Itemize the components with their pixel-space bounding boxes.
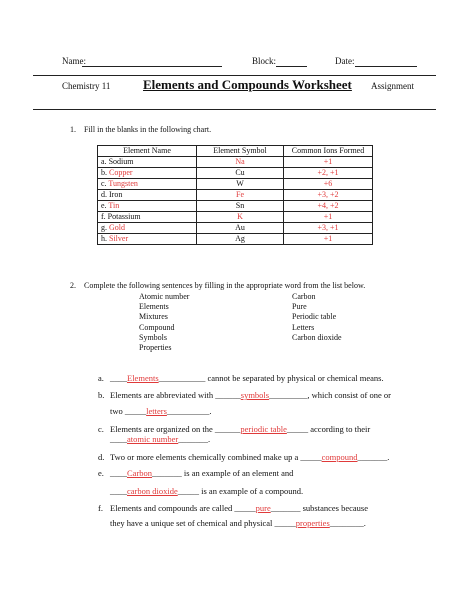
table-row bbox=[98, 212, 373, 223]
sentence-c-label: c. bbox=[98, 424, 104, 434]
q2-prompt: Complete the following sentences by filling in the appropriate word from the list below. bbox=[84, 281, 366, 290]
chart-header-row bbox=[98, 146, 373, 157]
word-list-item: Mixtures bbox=[139, 312, 168, 322]
element-symbol-cell[interactable]: Fe bbox=[197, 190, 284, 201]
word-list-item: Properties bbox=[139, 343, 172, 353]
sentence-a-label: a. bbox=[98, 373, 104, 383]
table-row bbox=[98, 234, 373, 245]
block-label: Block: bbox=[252, 56, 276, 66]
header-rule-top bbox=[33, 75, 436, 76]
common-ions-cell[interactable]: +1 bbox=[284, 157, 373, 168]
sentence-e-text2: is an example of a compound. bbox=[201, 486, 304, 496]
table-row bbox=[98, 223, 373, 234]
element-name[interactable]: Gold bbox=[109, 223, 125, 232]
sentence-b-text1: Elements are abbreviated with bbox=[110, 390, 214, 400]
row-label: f. bbox=[101, 212, 106, 221]
word-list-item: Letters bbox=[292, 322, 315, 332]
answer-f-1[interactable]: pure bbox=[255, 503, 271, 513]
sentence-b-text3: two bbox=[110, 406, 123, 416]
word-list-item: Compound bbox=[139, 322, 175, 332]
answer-a[interactable]: Elements bbox=[127, 373, 159, 383]
sentence-b-line1: Elements are abbreviated with ______symbols_________, which consist of one or bbox=[110, 390, 391, 400]
sentence-f-label: f. bbox=[98, 503, 103, 513]
sentence-f-text3: they have a unique set of chemical and physical bbox=[110, 518, 273, 528]
answer-e-1[interactable]: Carbon bbox=[127, 468, 153, 478]
table-row bbox=[98, 201, 373, 212]
sentence-c-text3: . bbox=[207, 434, 211, 444]
sentence-d-text2: . bbox=[387, 452, 390, 462]
row-label: h. bbox=[101, 234, 107, 243]
date-field[interactable] bbox=[355, 66, 417, 67]
q2-number: 2. bbox=[70, 281, 76, 290]
page-title: Elements and Compounds Worksheet bbox=[143, 77, 352, 92]
table-row bbox=[98, 157, 373, 168]
sentence-f-text4: . bbox=[363, 518, 366, 528]
row-label: d. bbox=[101, 190, 107, 199]
answer-b-2[interactable]: letters bbox=[146, 406, 167, 416]
common-ions-cell[interactable]: +6 bbox=[284, 179, 373, 190]
sentence-f-line1: Elements and compounds are called _____pure_______ substances because bbox=[110, 503, 369, 513]
element-name-cell bbox=[98, 190, 197, 201]
q1-prompt: Fill in the blanks in the following chart. bbox=[84, 125, 212, 134]
table-row bbox=[98, 168, 373, 179]
sentence-b-text2: , which consist of one or bbox=[307, 390, 391, 400]
sentence-f-text2: substances because bbox=[302, 503, 369, 513]
sentence-d: Two or more elements chemically combined make up a _____compound_______. bbox=[110, 452, 390, 462]
answer-e-2[interactable]: carbon dioxide bbox=[127, 486, 178, 496]
element-name-cell bbox=[98, 179, 197, 190]
row-label: c. bbox=[101, 179, 107, 188]
q1-number: 1. bbox=[70, 125, 76, 134]
element-symbol-cell: W bbox=[197, 179, 284, 190]
answer-c-2[interactable]: atomic number bbox=[127, 434, 179, 444]
block-field[interactable] bbox=[276, 66, 307, 67]
common-ions-cell[interactable]: +3, +1 bbox=[284, 223, 373, 234]
col-element-symbol: Element Symbol bbox=[197, 146, 284, 157]
col-common-ions: Common Ions Formed bbox=[284, 146, 373, 157]
element-name: Iron bbox=[109, 190, 123, 199]
sentence-c-text1: Elements are organized on the bbox=[110, 424, 213, 434]
word-list-item: Symbols bbox=[139, 332, 168, 342]
row-label: b. bbox=[101, 168, 107, 177]
word-list-item: Elements bbox=[139, 302, 169, 312]
element-symbol-cell: Au bbox=[197, 223, 284, 234]
element-name-cell bbox=[98, 223, 197, 234]
word-list-item: Atomic number bbox=[139, 292, 190, 301]
word-list-item: Carbon dioxide bbox=[292, 332, 342, 342]
sentence-d-text1: Two or more elements chemically combined make up a bbox=[110, 452, 299, 462]
common-ions-cell[interactable]: +2, +1 bbox=[284, 168, 373, 179]
header-rule-bottom bbox=[33, 109, 436, 110]
element-name: Sodium bbox=[108, 157, 134, 166]
word-list-item: Periodic table bbox=[292, 312, 337, 322]
element-name[interactable]: Silver bbox=[109, 234, 129, 243]
table-row bbox=[98, 190, 373, 201]
sentence-c-line2: ____atomic number_______. bbox=[110, 434, 211, 444]
common-ions-cell[interactable]: +4, +2 bbox=[284, 201, 373, 212]
row-label: a. bbox=[101, 157, 107, 166]
word-list-item: Pure bbox=[292, 302, 307, 312]
word-list-item: Carbon bbox=[292, 292, 316, 301]
element-name[interactable]: Tungsten bbox=[108, 179, 138, 188]
element-symbol-cell[interactable]: Na bbox=[197, 157, 284, 168]
sentence-b-line2: two _____letters__________. bbox=[110, 406, 212, 416]
sentence-c-line1: Elements are organized on the ______periodic table_____ according to their bbox=[110, 424, 371, 434]
element-symbol-cell: Sn bbox=[197, 201, 284, 212]
element-name-cell bbox=[98, 234, 197, 245]
answer-c-1[interactable]: periodic table bbox=[240, 424, 287, 434]
sentence-a: ____Elements___________ cannot be separated by physical or chemical means. bbox=[110, 373, 384, 383]
element-name-cell bbox=[98, 168, 197, 179]
sentence-d-label: d. bbox=[98, 452, 105, 462]
row-label: g. bbox=[101, 223, 107, 232]
sentence-b-label: b. bbox=[98, 390, 105, 400]
element-chart bbox=[97, 145, 373, 245]
common-ions-cell[interactable]: +1 bbox=[284, 212, 373, 223]
answer-d[interactable]: compound bbox=[321, 452, 358, 462]
date-label: Date: bbox=[335, 56, 355, 66]
element-symbol-cell: Ag bbox=[197, 234, 284, 245]
sentence-c-text2: according to their bbox=[310, 424, 371, 434]
element-symbol-cell: Cu bbox=[197, 168, 284, 179]
table-row bbox=[98, 179, 373, 190]
name-label: Name: bbox=[62, 56, 86, 66]
common-ions-cell[interactable]: +1 bbox=[284, 234, 373, 245]
course-label: Chemistry 11 bbox=[62, 81, 111, 91]
sentence-f-line2: they have a unique set of chemical and physical _____properties________. bbox=[110, 518, 366, 528]
element-name-cell bbox=[98, 212, 197, 223]
answer-b-1[interactable]: symbols bbox=[240, 390, 270, 400]
element-name[interactable]: Tin bbox=[108, 201, 120, 210]
sentence-f-text1: Elements and compounds are called bbox=[110, 503, 233, 513]
element-name[interactable]: Copper bbox=[109, 168, 133, 177]
name-field[interactable] bbox=[82, 66, 222, 67]
sentence-e-text1: is an example of an element and bbox=[183, 468, 294, 478]
sentence-e-line2: ____carbon dioxide_____ is an example of a compound. bbox=[110, 486, 304, 496]
word-list-right bbox=[292, 292, 342, 343]
answer-f-2[interactable]: properties bbox=[295, 518, 330, 528]
word-list-left bbox=[139, 292, 189, 353]
row-label: e. bbox=[101, 201, 107, 210]
element-name-cell bbox=[98, 201, 197, 212]
assignment-label: Assignment bbox=[371, 81, 415, 91]
sentence-e-label: e. bbox=[98, 468, 104, 478]
sentence-a-text: cannot be separated by physical or chemical means. bbox=[207, 373, 384, 383]
col-element-name: Element Name bbox=[98, 146, 197, 157]
element-name: Potassium bbox=[107, 212, 141, 221]
element-name-cell bbox=[98, 157, 197, 168]
sentence-b-text4: . bbox=[209, 406, 212, 416]
element-symbol-cell[interactable]: K bbox=[197, 212, 284, 223]
sentence-e-line1: ____Carbon_______ is an example of an element and bbox=[110, 468, 294, 478]
common-ions-cell[interactable]: +3, +2 bbox=[284, 190, 373, 201]
